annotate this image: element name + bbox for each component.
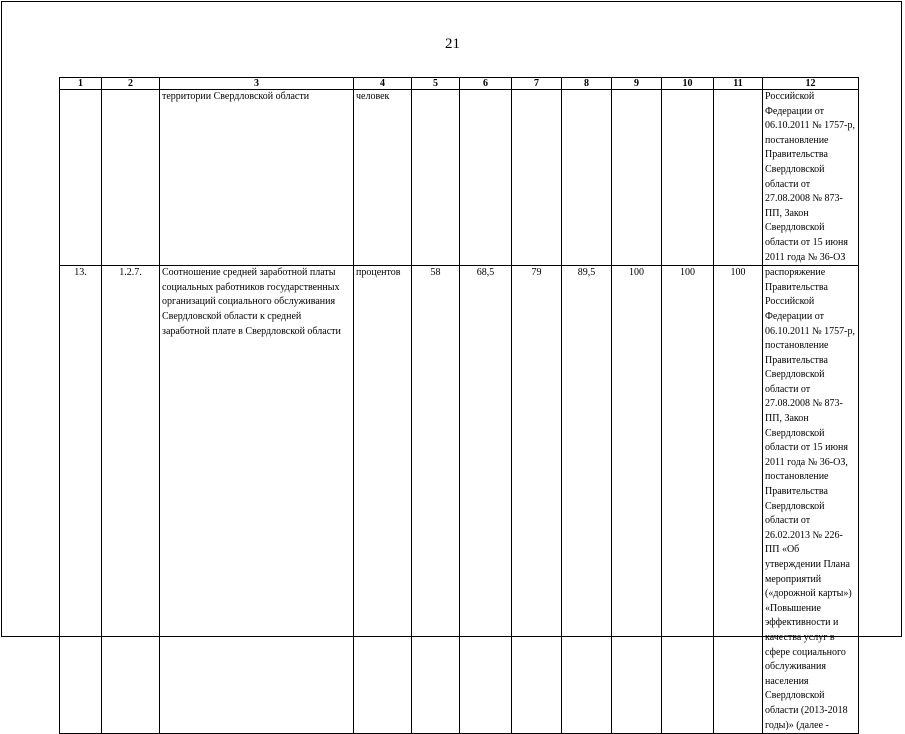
indicator-name-cell: территории Свердловской области — [160, 90, 354, 266]
table-row — [60, 90, 859, 266]
value-cell-5 — [412, 90, 460, 266]
unit-cell: процентов — [354, 266, 412, 734]
value-cell-10 — [662, 90, 714, 266]
value-cell-9: 100 — [612, 266, 662, 734]
header-cell-10: 10 — [662, 78, 714, 90]
value-cell-8 — [562, 90, 612, 266]
source-document-cell: распоряжение Правительства Российской Федерации от 06.10.2011 № 1757-р, постановление Правительства Свердловской области от 27.08.2008 № 873-ПП, Закон Свердловской области от 15 июня 2011 года № 36-ОЗ, постановление Правительства Свердловской области от 26.02.2013 № 226-ПП «Об утверждении Плана мероприятий («дорожной карты») «Повышение эффективности и качества услуг в сфере социального обслуживания населения Свердловской области (2013-2018 годы)» (далее - — [763, 266, 859, 734]
indicator-name-cell: Соотношение средней заработной платы социальных работников государственных организаций социального обслуживания Свердловской области к средней заработной плате в Свердловской области — [160, 266, 354, 734]
item-code-cell — [102, 90, 160, 266]
value-cell-11 — [714, 90, 763, 266]
header-cell-6: 6 — [460, 78, 512, 90]
header-cell-1: 1 — [60, 78, 102, 90]
value-cell-7: 79 — [512, 266, 562, 734]
header-cell-11: 11 — [714, 78, 763, 90]
page-number: 21 — [445, 36, 460, 52]
header-cell-8: 8 — [562, 78, 612, 90]
header-cell-12: 12 — [763, 78, 859, 90]
indicators-table — [59, 77, 859, 734]
header-cell-2: 2 — [102, 78, 160, 90]
value-cell-8: 89,5 — [562, 266, 612, 734]
value-cell-9 — [612, 90, 662, 266]
value-cell-7 — [512, 90, 562, 266]
row-number-cell — [60, 90, 102, 266]
source-document-cell: Российской Федерации от 06.10.2011 № 1757-р, постановление Правительства Свердловской области от 27.08.2008 № 873-ПП, Закон Свердловской области от 15 июня 2011 года № 36-ОЗ — [763, 90, 859, 266]
value-cell-10: 100 — [662, 266, 714, 734]
header-cell-4: 4 — [354, 78, 412, 90]
item-code-cell: 1.2.7. — [102, 266, 160, 734]
header-cell-9: 9 — [612, 78, 662, 90]
header-cell-7: 7 — [512, 78, 562, 90]
header-cell-5: 5 — [412, 78, 460, 90]
value-cell-6: 68,5 — [460, 266, 512, 734]
unit-cell: человек — [354, 90, 412, 266]
table-row — [60, 266, 859, 734]
value-cell-5: 58 — [412, 266, 460, 734]
value-cell-11: 100 — [714, 266, 763, 734]
value-cell-6 — [460, 90, 512, 266]
header-cell-3: 3 — [160, 78, 354, 90]
header-row — [60, 78, 859, 90]
row-number-cell: 13. — [60, 266, 102, 734]
